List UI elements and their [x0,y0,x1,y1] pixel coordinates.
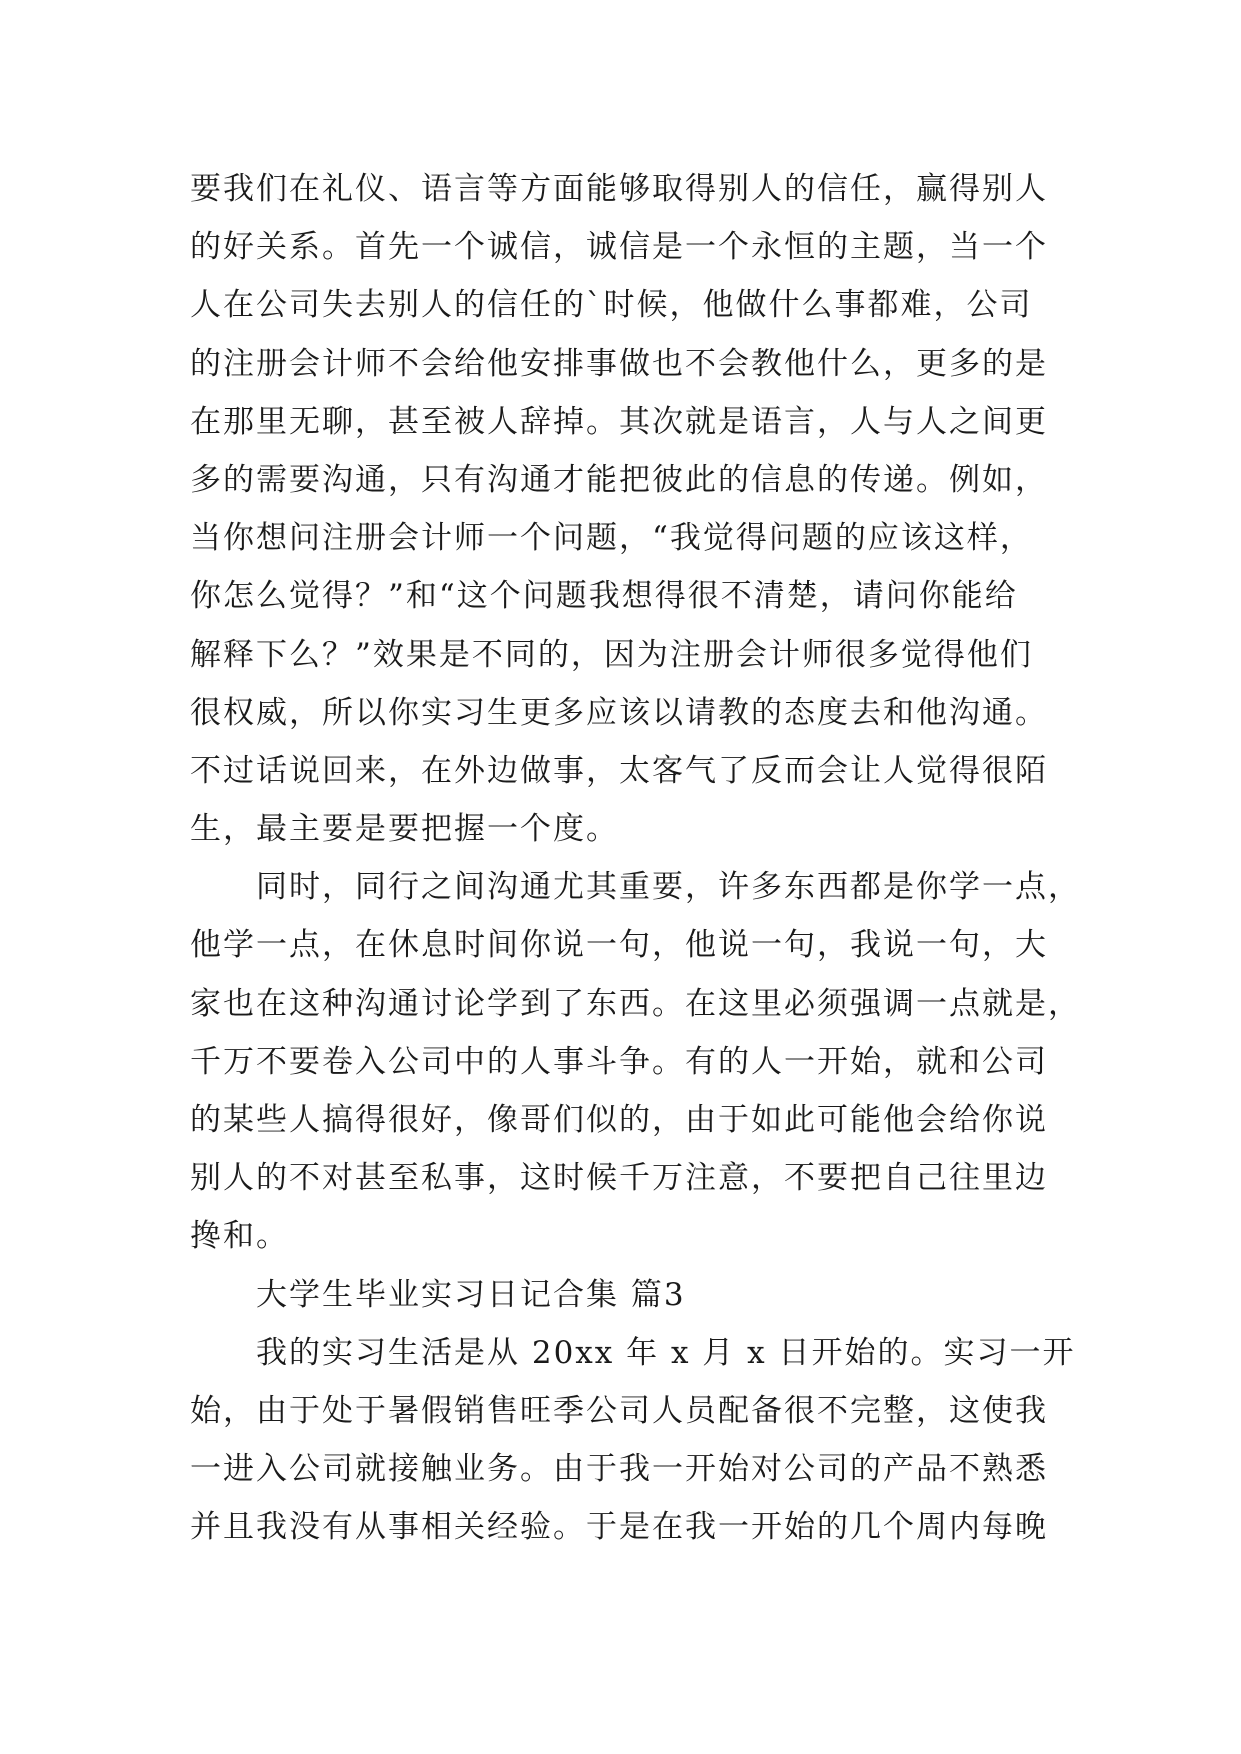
section-heading [190,1266,1060,1324]
text-line: 不过话说回来，在外边做事，太客气了反而会让人觉得很陌 [190,752,1048,789]
text-line: 在那里无聊，甚至被人辞掉。其次就是语言，人与人之间更 [190,403,1048,440]
paragraph-2 [190,858,1081,1265]
paragraph-1 [190,160,1060,858]
text-line: 他学一点，在休息时间你说一句，他说一句，我说一句，大 [190,927,1048,964]
section-heading-text: 大学生毕业实习日记合集 篇3 [256,1276,686,1313]
text-line: 多的需要沟通，只有沟通才能把彼此的信息的传递。例如， [190,461,1048,498]
text-line: 生，最主要是要把握一个度。 [190,811,619,848]
text-line: 搀和。 [190,1218,289,1255]
text-line: 要我们在礼仪、语言等方面能够取得别人的信任，赢得别人 [190,171,1048,207]
text-line: 解释下么？”效果是不同的，因为注册会计师很多觉得他们 [190,636,1033,673]
text-line: 始，由于处于暑假销售旺季公司人员配备很不完整，这使我 [190,1392,1048,1429]
text-line: 别人的不对甚至私事，这时候千万注意，不要把自己往里边 [190,1160,1048,1197]
text-line: 一进入公司就接触业务。由于我一开始对公司的产品不熟悉 [190,1451,1048,1488]
text-line: 很权威，所以你实习生更多应该以请教的态度去和他沟通。 [190,694,1048,731]
paragraph-3 [190,1324,1076,1557]
text-line: 我的实习生活是从 20xx 年 x 月 x 日开始的。实习一开 [256,1334,1076,1371]
text-line: 人在公司失去别人的信任的`时候，他做什么事都难，公司 [190,287,1033,324]
text-line: 家也在这种沟通讨论学到了东西。在这里必须强调一点就是， [190,985,1081,1022]
text-line: 同时，同行之间沟通尤其重要，许多东西都是你学一点， [256,869,1081,906]
text-line: 的注册会计师不会给他安排事做也不会教他什么，更多的是 [190,345,1048,382]
text-line: 你怎么觉得？”和“这个问题我想得很不清楚，请问你能给 [190,578,1018,615]
text-line: 千万不要卷入公司中的人事斗争。有的人一开始，就和公司 [190,1043,1048,1080]
text-line: 的好关系。首先一个诚信，诚信是一个永恒的主题，当一个 [190,229,1048,266]
text-line: 的某些人搞得很好，像哥们似的，由于如此可能他会给你说 [190,1102,1048,1138]
document-body [190,160,1081,1557]
text-line: 并且我没有从事相关经验。于是在我一开始的几个周内每晚 [190,1509,1048,1546]
text-line: 当你想问注册会计师一个问题，“我觉得问题的应该这样， [190,520,1033,557]
